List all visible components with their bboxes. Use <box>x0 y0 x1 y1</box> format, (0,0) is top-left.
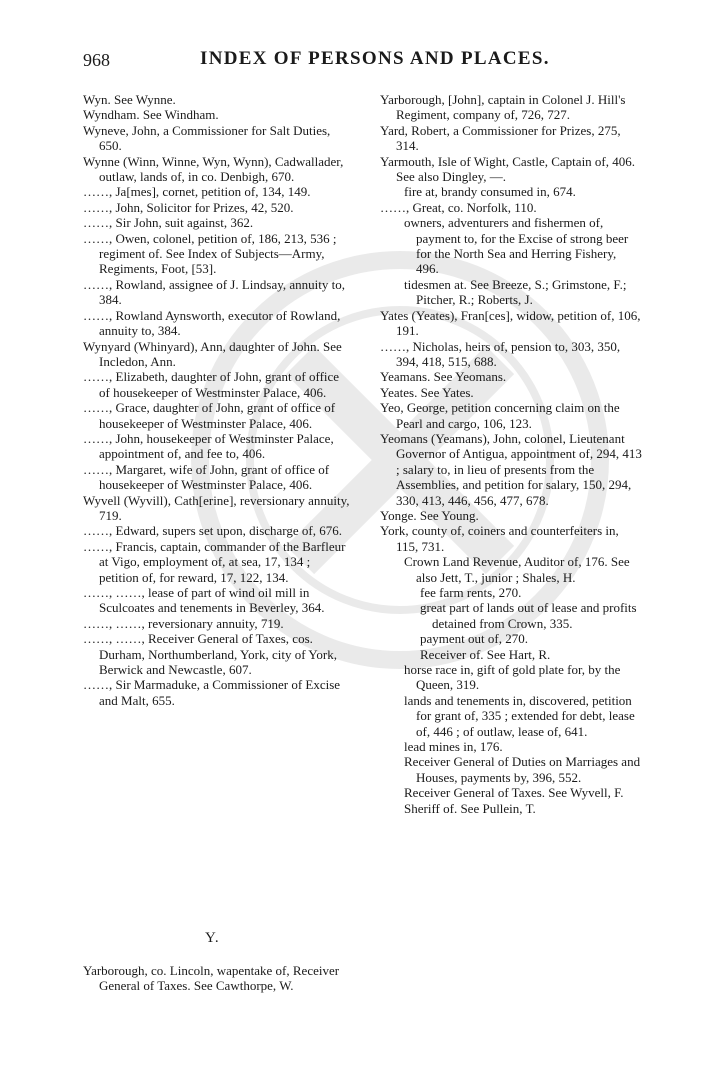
index-entry: ……, ……, reversionary annuity, 719. <box>83 615 284 631</box>
index-entry: Yeamans. See Yeomans. <box>380 369 507 385</box>
index-entry: ……, ……, Receiver General of Taxes, cos. Durham, Northumberland, York, city of York, Berwick and Newcastle, 607. <box>83 631 337 678</box>
index-entry: ……, Francis, captain, commander of the Barfleur at Vigo, employment of, at sea, 17, 134 ; petition of, for reward, 17, 122, 134. <box>83 538 346 585</box>
index-entry: Wynyard (Whinyard), Ann, daughter of John. See Incledon, Ann. <box>83 338 342 369</box>
index-entry: Sheriff of. See Pullein, T. <box>404 800 536 816</box>
right-column <box>380 92 642 816</box>
index-entry: lands and tenements in, discovered, petition for grant of, 335 ; extended for debt, lease of, 446 ; of outlaw, lease of, 641. <box>404 692 635 739</box>
section-heading: Y. <box>205 930 220 946</box>
index-entry: ……, John, housekeeper of Westminster Palace, appointment of, and fee to, 406. <box>83 430 334 462</box>
index-entry: horse race in, gift of gold plate for, by the Queen, 319. <box>404 662 621 693</box>
index-entry: owners, adventurers and fishermen of, payment to, for the Excise of strong beer for the North Sea and Herring Fishery, 496. <box>404 215 629 277</box>
index-entry: Receiver General of Duties on Marriages and Houses, payments by, 396, 552. <box>404 754 641 785</box>
index-entry: Yeomans (Yeamans), John, colonel, Lieutenant Governor of Antigua, appointment of, 294, 413 ; salary to, in lieu of presents from the Assemblies, and petition for salary, 150, 294, 330, 413, 446, 456, 477, 678. <box>380 430 642 508</box>
index-entry: Yonge. See Young. <box>380 507 479 523</box>
left-column <box>83 92 351 708</box>
page-number: 968 <box>83 50 110 70</box>
y-section <box>83 963 351 994</box>
page-title: INDEX OF PERSONS AND PLACES. <box>200 48 550 69</box>
index-entry: Yates (Yeates), Fran[ces], widow, petition of, 106, 191. <box>380 307 641 339</box>
index-entry: Wyvell (Wyvill), Cath[erine], reversionary annuity, 719. <box>83 492 350 523</box>
index-entry: Yarborough, [John], captain in Colonel J. Hill's Regiment, company of, 726, 727. <box>380 92 626 123</box>
index-entry: ……, Rowland Aynsworth, executor of Rowland, annuity to, 384. <box>83 307 341 339</box>
index-entry: Crown Land Revenue, Auditor of, 176. See also Jett, T., junior ; Shales, H. <box>404 554 630 585</box>
index-entry: Wynne (Winn, Winne, Wyn, Wynn), Cadwallader, outlaw, lands of, in co. Denbigh, 670. <box>83 153 344 185</box>
index-entry: fee farm rents, 270. <box>420 585 522 600</box>
index-entry: ……, Great, co. Norfolk, 110. <box>380 199 537 215</box>
index-entry: Yarmouth, Isle of Wight, Castle, Captain of, 406. See also Dingley, —. <box>380 153 636 185</box>
index-entry: York, county of, coiners and counterfeiters in, 115, 731. <box>380 523 619 554</box>
index-entry: ……, Grace, daughter of John, grant of office of housekeeper of Westminster Palace, 406. <box>83 400 336 431</box>
index-entry: ……, Rowland, assignee of J. Lindsay, annuity to, 384. <box>83 276 346 308</box>
index-entry: Receiver General of Taxes. See Wyvell, F. <box>404 785 624 801</box>
index-entry: ……, Sir John, suit against, 362. <box>83 215 254 231</box>
index-entry: Yard, Robert, a Commissioner for Prizes, 275, 314. <box>380 122 621 154</box>
index-entry: ……, Margaret, wife of John, grant of office of housekeeper of Westminster Palace, 406. <box>83 461 330 493</box>
index-entry: ……, Nicholas, heirs of, pension to, 303, 350, 394, 418, 515, 688. <box>380 338 621 369</box>
index-entry: ……, ……, lease of part of wind oil mill in Sculcoates and tenements in Beverley, 364. <box>83 585 325 616</box>
index-entry: Yeates. See Yates. <box>380 384 474 400</box>
index-entry: ……, Ja[mes], cornet, petition of, 134, 149. <box>83 184 311 200</box>
index-entry: ……, John, Solicitor for Prizes, 42, 520. <box>83 199 294 215</box>
index-entry: Wyneve, John, a Commissioner for Salt Duties, 650. <box>83 122 331 154</box>
index-entry: ……, Owen, colonel, petition of, 186, 213, 536 ; regiment of. See Index of Subjects—Army, Regiments, Foot, [53]. <box>83 230 337 277</box>
index-entry: Yarborough, co. Lincoln, wapentake of, Receiver General of Taxes. See Cawthorpe, W. <box>83 963 340 994</box>
index-entry: Wyn. See Wynne. <box>83 92 176 107</box>
index-entry: tidesmen at. See Breeze, S.; Grimstone, F.; Pitcher, R.; Roberts, J. <box>404 276 627 308</box>
index-entry: lead mines in, 176. <box>404 739 503 755</box>
index-entry: ……, Edward, supers set upon, discharge of, 676. <box>83 523 342 539</box>
index-entry: fire at, brandy consumed in, 674. <box>404 184 576 200</box>
index-entry: Receiver of. See Hart, R. <box>420 646 551 662</box>
index-entry: Wyndham. See Windham. <box>83 107 219 123</box>
index-entry: great part of lands out of lease and profits detained from Crown, 335. <box>420 600 637 631</box>
index-entry: ……, Sir Marmaduke, a Commissioner of Excise and Malt, 655. <box>83 677 341 708</box>
index-entry: ……, Elizabeth, daughter of John, grant of office of housekeeper of Westminster Palace, 406. <box>83 369 340 400</box>
index-entry: Yeo, George, petition concerning claim on the Pearl and cargo, 106, 123. <box>380 400 620 431</box>
index-entry: payment out of, 270. <box>420 631 528 647</box>
